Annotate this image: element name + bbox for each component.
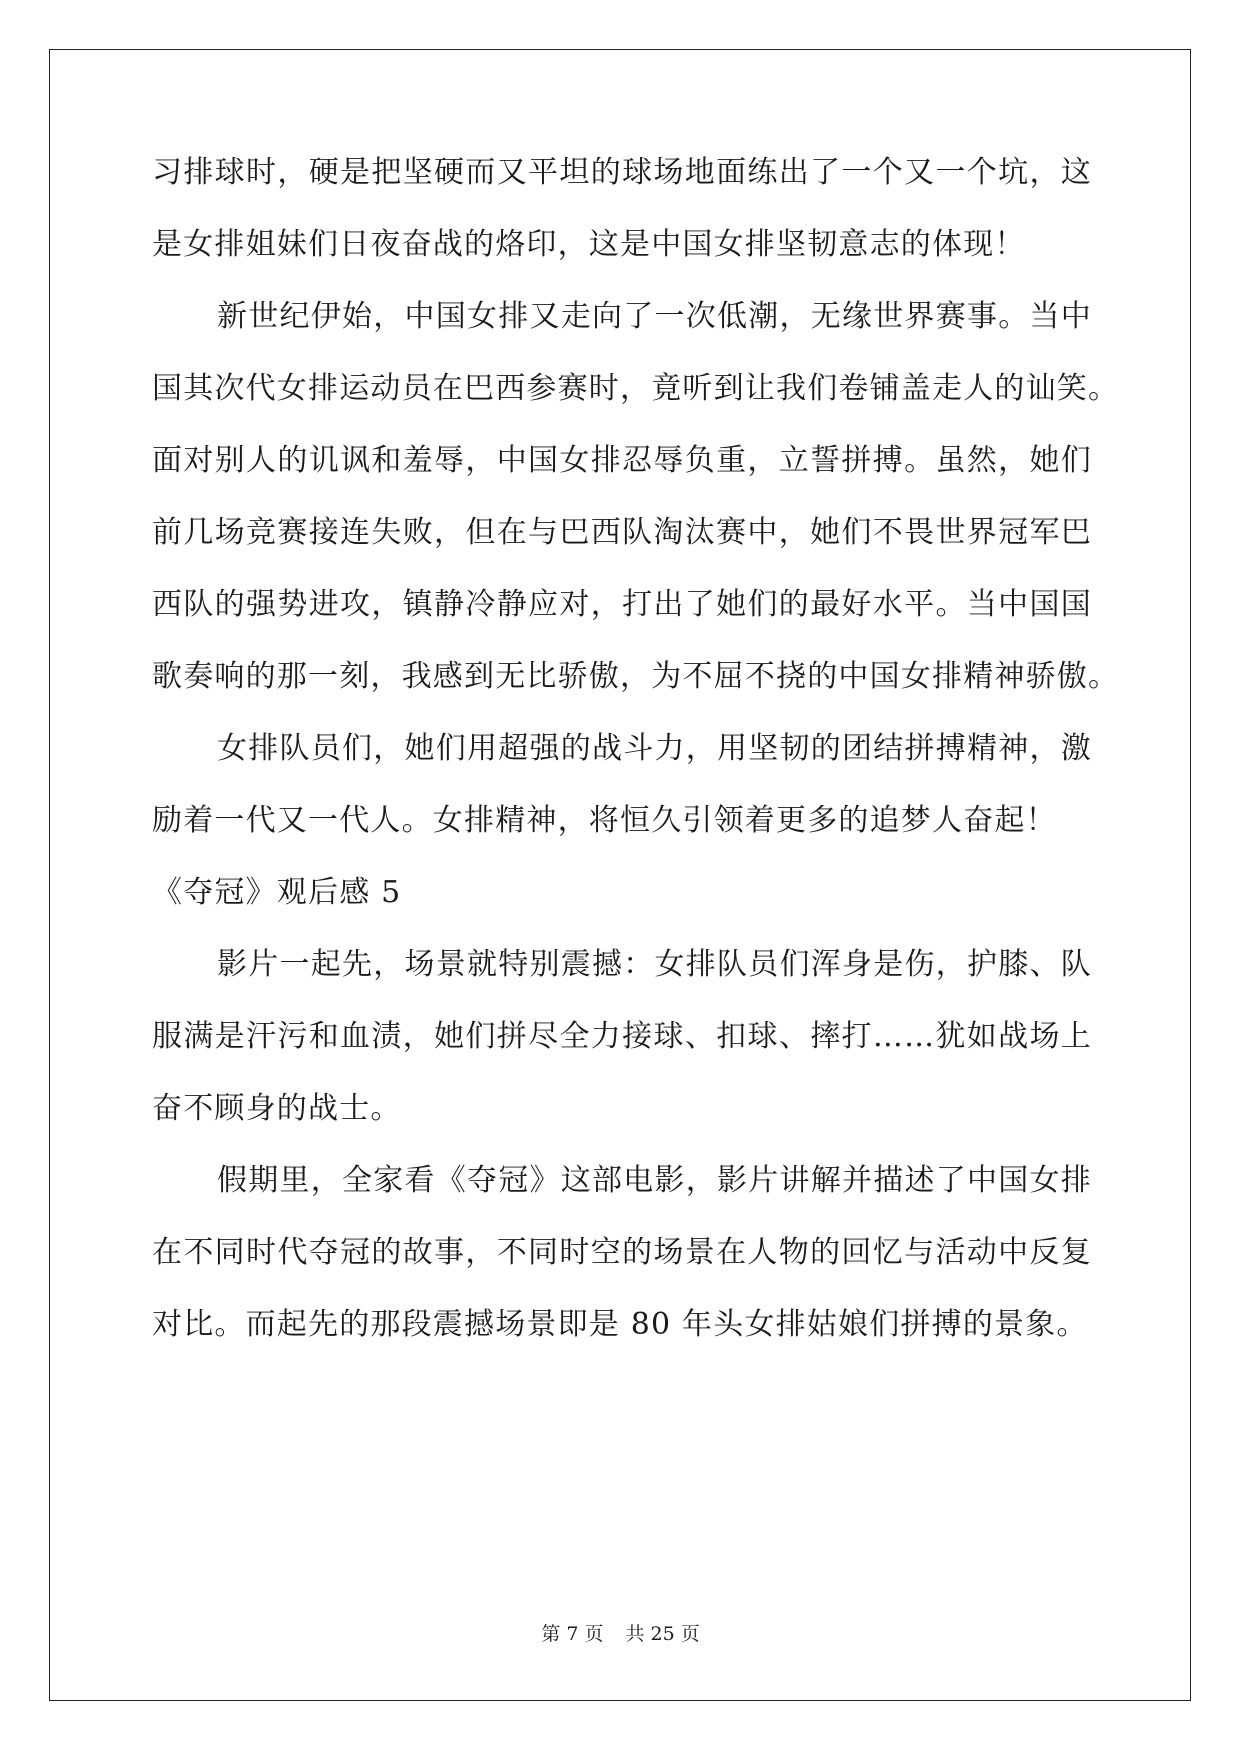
page-footer bbox=[0, 1622, 1241, 1646]
paragraph-line: 歌奏响的那一刻，我感到无比骄傲，为不屈不挠的中国女排精神骄傲。 bbox=[152, 659, 1120, 694]
paragraph-line: 励着一代又一代人。女排精神，将恒久引领着更多的追梦人奋起！ bbox=[152, 803, 1057, 838]
paragraph-line: 女排队员们，她们用超强的战斗力，用坚韧的团结拼搏精神，激 bbox=[217, 731, 1092, 766]
paragraph-line: 奋不顾身的战士。 bbox=[152, 1091, 402, 1126]
paragraph-line: 对比。而起先的那段震撼场景即是 80 年头女排姑娘们拼搏的景象。 bbox=[152, 1307, 1088, 1342]
section-title: 《夺冠》观后感 5 bbox=[152, 875, 402, 910]
paragraph-line: 习排球时，硬是把坚硬而又平坦的球场地面练出了一个又一个坑，这 bbox=[152, 155, 1092, 190]
paragraph-line: 前几场竞赛接连失败，但在与巴西队淘汰赛中，她们不畏世界冠军巴 bbox=[152, 515, 1092, 550]
paragraph-line: 假期里，全家看《夺冠》这部电影，影片讲解并描述了中国女排 bbox=[217, 1163, 1092, 1198]
paragraph-line: 面对别人的讥讽和羞辱，中国女排忍辱负重，立誓拼搏。虽然，她们 bbox=[152, 443, 1092, 478]
paragraph-line: 西队的强势进攻，镇静冷静应对，打出了她们的最好水平。当中国国 bbox=[152, 587, 1092, 622]
paragraph-line: 服满是汗污和血渍，她们拼尽全力接球、扣球、摔打……犹如战场上 bbox=[152, 1019, 1092, 1054]
page-number: 第 7 页 bbox=[541, 1623, 604, 1645]
paragraph-line: 影片一起先，场景就特别震撼：女排队员们浑身是伤，护膝、队 bbox=[217, 947, 1092, 982]
paragraph-line: 国其次代女排运动员在巴西参赛时，竟听到让我们卷铺盖走人的讪笑。 bbox=[152, 371, 1120, 406]
paragraph-line: 在不同时代夺冠的故事，不同时空的场景在人物的回忆与活动中反复 bbox=[152, 1235, 1092, 1270]
paragraph-line: 是女排姐妹们日夜奋战的烙印，这是中国女排坚韧意志的体现！ bbox=[152, 227, 1026, 262]
paragraph-line: 新世纪伊始，中国女排又走向了一次低潮，无缘世界赛事。当中 bbox=[217, 299, 1092, 334]
page-total: 共 25 页 bbox=[625, 1623, 700, 1645]
